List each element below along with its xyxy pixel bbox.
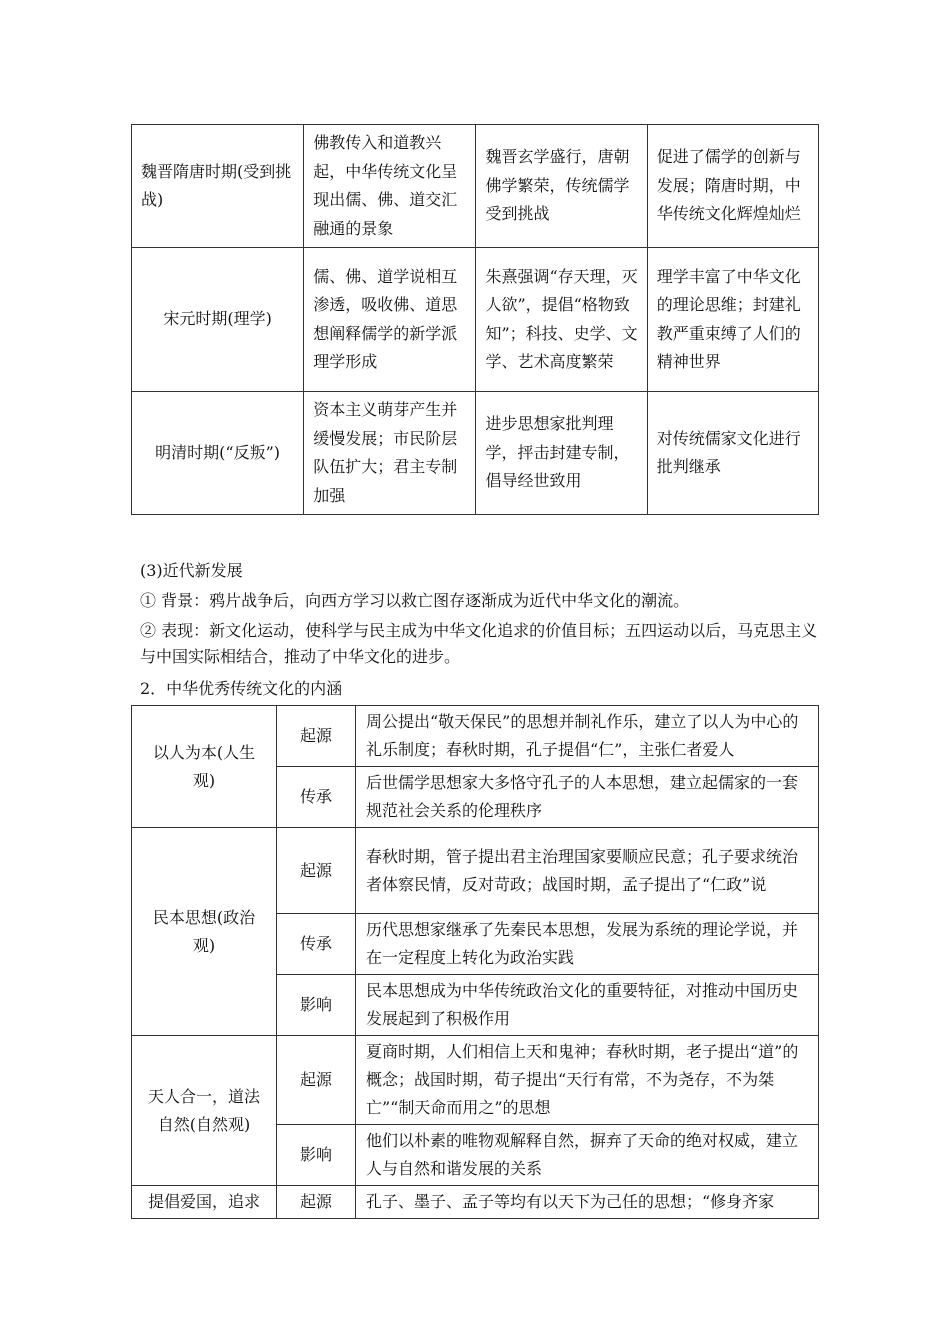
aspect-label: 起源 — [277, 1186, 356, 1219]
period-cell: 明清时期(“反叛”) — [132, 392, 304, 515]
table-row — [132, 828, 819, 914]
content-cell: 进步思想家批判理学，抨击封建专制，倡导经世致用 — [476, 392, 647, 515]
influence-cell: 促进了儒学的创新与发展；隋唐时期，中华传统文化辉煌灿烂 — [647, 125, 818, 248]
background-paragraph: ① 背景：鸦片战争后，向西方学习以救亡图存逐渐成为近代中华文化的潮流。 — [140, 591, 690, 610]
background-cell: 儒、佛、道学说相互渗透，吸收佛、道思想阐释儒学的新学派理学形成 — [304, 248, 476, 392]
category-cell: 民本思想(政治观) — [132, 828, 277, 1036]
category-cell: 天人合一，道法自然(自然观) — [132, 1036, 277, 1186]
section-title: (3)近代新发展 — [140, 561, 243, 580]
table-row — [132, 706, 819, 767]
category-cell: 以人为本(人生观) — [132, 706, 277, 828]
description-cell: 孔子、墨子、孟子等均有以天下为己任的思想；“修身齐家 — [356, 1186, 819, 1219]
performance-paragraph: ② 表现：新文化运动，使科学与民主成为中华文化追求的价值目标；五四运动以后，马克思主义与中国实际相结合，推动了中华文化的进步。 — [140, 621, 818, 666]
table-row — [132, 125, 819, 248]
history-table — [131, 124, 819, 515]
description-cell: 夏商时期，人们相信上天和鬼神；春秋时期，老子提出“道”的概念；战国时期，荀子提出“天行有常，不为尧存，不为桀亡”“制天命而用之”的思想 — [356, 1036, 819, 1125]
content-cell: 魏晋玄学盛行，唐朝佛学繁荣，传统儒学受到挑战 — [476, 125, 647, 248]
period-cell: 宋元时期(理学) — [132, 248, 304, 392]
connotation-table — [131, 705, 819, 1219]
description-cell: 历代思想家继承了先秦民本思想，发展为系统的理论学说，并在一定程度上转化为政治实践 — [356, 914, 819, 975]
category-cell: 提倡爱国，追求 — [132, 1186, 277, 1219]
description-cell: 他们以朴素的唯物观解释自然，摒弃了天命的绝对权威，建立人与自然和谐发展的关系 — [356, 1125, 819, 1186]
aspect-label: 传承 — [277, 767, 356, 828]
content-cell: 朱熹强调“存天理，灭人欲”，提倡“格物致知”；科技、史学、文学、艺术高度繁荣 — [476, 248, 647, 392]
table-row — [132, 1036, 819, 1125]
aspect-label: 影响 — [277, 1125, 356, 1186]
description-cell: 后世儒学思想家大多恪守孔子的人本思想，建立起儒家的一套规范社会关系的伦理秩序 — [356, 767, 819, 828]
background-cell: 佛教传入和道教兴起，中华传统文化呈现出儒、佛、道交汇融通的景象 — [304, 125, 476, 248]
table-row — [132, 392, 819, 515]
aspect-label: 起源 — [277, 1036, 356, 1125]
influence-cell: 对传统儒家文化进行批判继承 — [647, 392, 818, 515]
table-row — [132, 1186, 819, 1219]
influence-cell: 理学丰富了中华文化的理论思维；封建礼教严重束缚了人们的精神世界 — [647, 248, 818, 392]
aspect-label: 影响 — [277, 975, 356, 1036]
aspect-label: 传承 — [277, 914, 356, 975]
background-cell: 资本主义萌芽产生并缓慢发展；市民阶层队伍扩大；君主专制加强 — [304, 392, 476, 515]
aspect-label: 起源 — [277, 828, 356, 914]
period-cell: 魏晋隋唐时期(受到挑战) — [132, 125, 304, 248]
section-heading: 2．中华优秀传统文化的内涵 — [140, 679, 343, 698]
description-cell: 春秋时期，管子提出君主治理国家要顺应民意；孔子要求统治者体察民情，反对苛政；战国时期，孟子提出了“仁政”说 — [356, 828, 819, 914]
aspect-label: 起源 — [277, 706, 356, 767]
description-cell: 民本思想成为中华传统政治文化的重要特征，对推动中国历史发展起到了积极作用 — [356, 975, 819, 1036]
table-row — [132, 248, 819, 392]
description-cell: 周公提出“敬天保民”的思想并制礼作乐，建立了以人为中心的礼乐制度；春秋时期，孔子提倡“仁”，主张仁者爱人 — [356, 706, 819, 767]
